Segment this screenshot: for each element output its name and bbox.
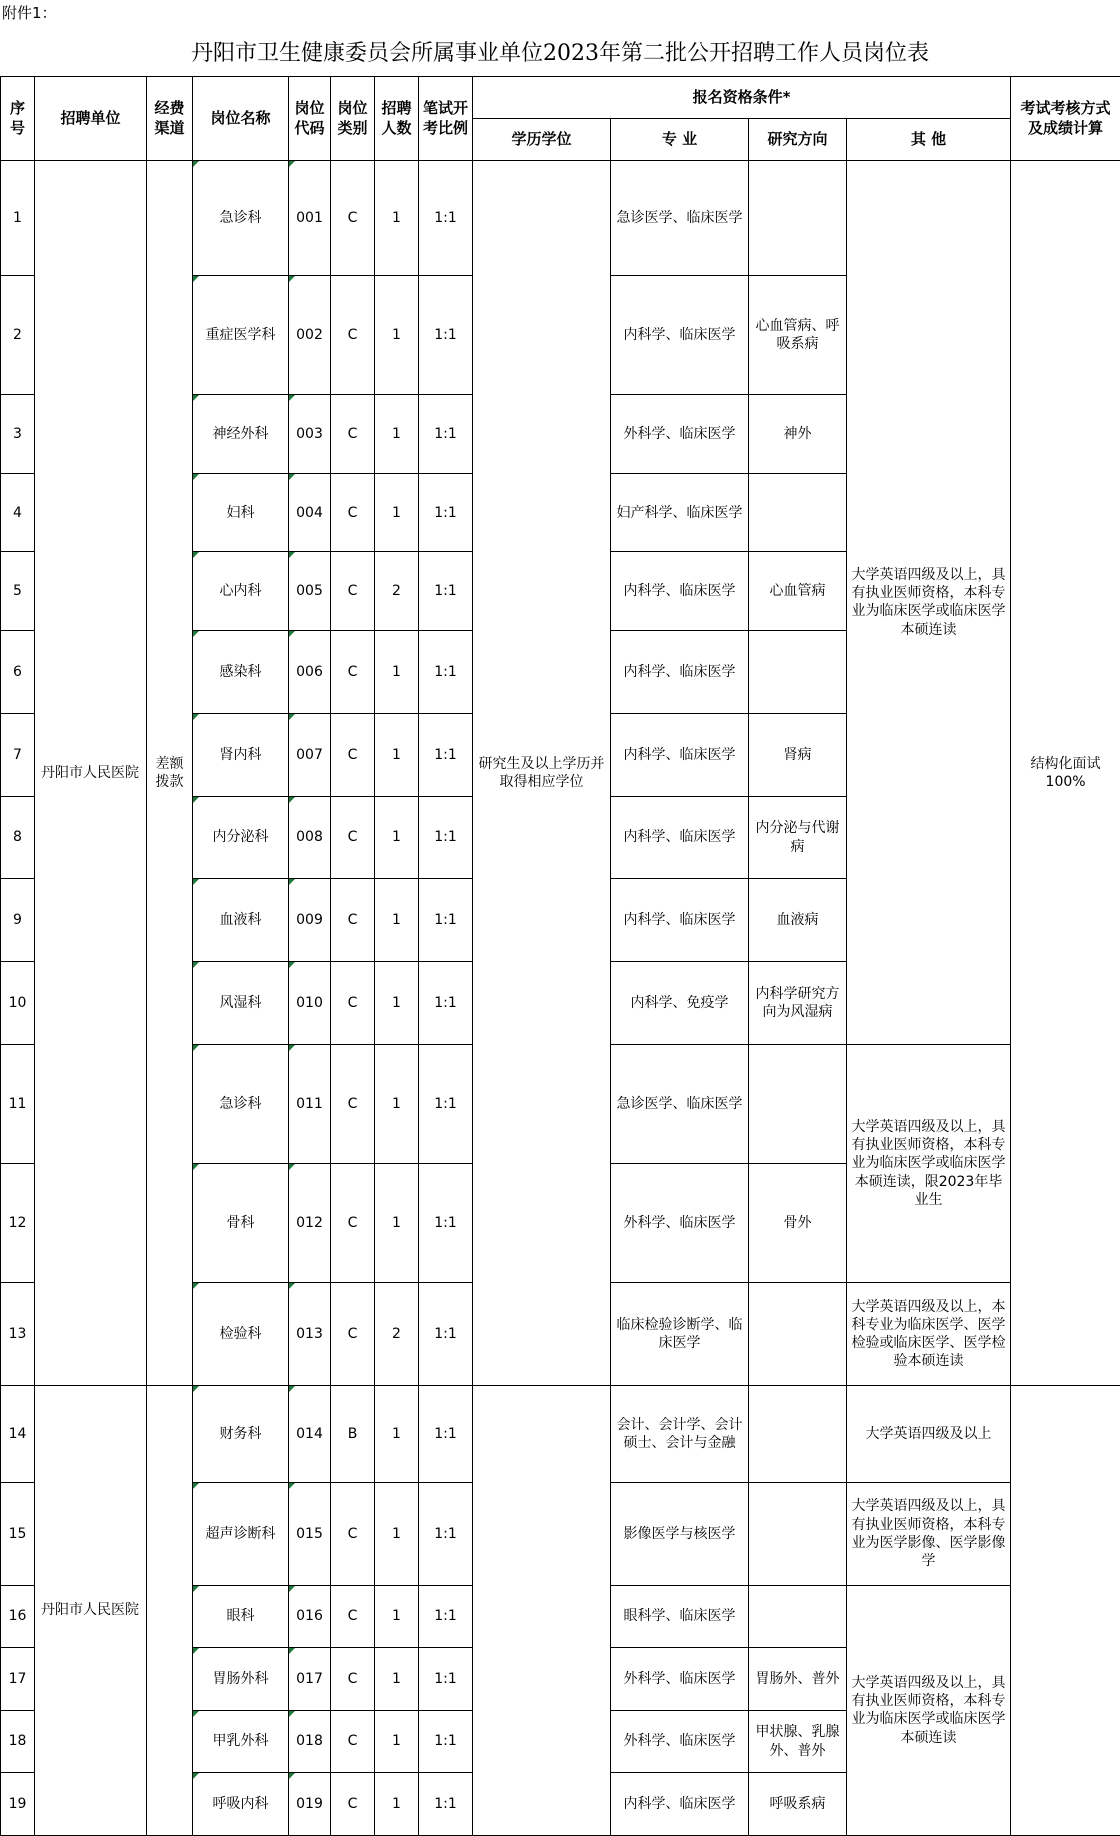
post-name-cell: 血液科: [193, 879, 289, 962]
post-name-cell: 内分泌科: [193, 796, 289, 879]
post-code-cell: 016: [289, 1585, 331, 1648]
seq-cell: 2: [1, 276, 35, 395]
research-cell: [749, 631, 847, 714]
major-cell: 眼科学、临床医学: [611, 1585, 749, 1648]
post-code-cell: 010: [289, 962, 331, 1045]
major-cell: 影像医学与核医学: [611, 1482, 749, 1585]
major-cell: 内科学、临床医学: [611, 1773, 749, 1836]
post-name-cell: 肾内科: [193, 713, 289, 796]
post-type-cell: C: [331, 161, 375, 276]
education-cell: 研究生及以上学历并取得相应学位: [473, 161, 611, 1386]
post-code-cell: 002: [289, 276, 331, 395]
header-seq: 序号: [1, 77, 35, 161]
header-funding: 经费渠道: [147, 77, 193, 161]
table-row: [1, 1385, 1120, 1482]
post-type-cell: C: [331, 1482, 375, 1585]
research-cell: 内科学研究方向为风湿病: [749, 962, 847, 1045]
funding-cell-empty: [147, 1385, 193, 1835]
seq-cell: 8: [1, 796, 35, 879]
post-code-cell: 006: [289, 631, 331, 714]
recruitment-table: [0, 76, 1120, 1836]
major-cell: 外科学、临床医学: [611, 1163, 749, 1282]
major-cell: 内科学、免疫学: [611, 962, 749, 1045]
funding-cell: 差额拨款: [147, 161, 193, 1386]
exam-cell-empty: [1011, 1385, 1120, 1835]
major-cell: 内科学、临床医学: [611, 552, 749, 631]
research-cell: [749, 161, 847, 276]
post-name-cell: 财务科: [193, 1385, 289, 1482]
seq-cell: 12: [1, 1163, 35, 1282]
post-type-cell: C: [331, 1773, 375, 1836]
count-cell: 1: [375, 1385, 419, 1482]
ratio-cell: 1:1: [419, 395, 473, 474]
post-name-cell: 感染科: [193, 631, 289, 714]
post-code-cell: 017: [289, 1648, 331, 1711]
post-code-cell: 008: [289, 796, 331, 879]
table-row: [1, 161, 1120, 276]
post-code-cell: 019: [289, 1773, 331, 1836]
ratio-cell: 1:1: [419, 1385, 473, 1482]
seq-cell: 10: [1, 962, 35, 1045]
research-cell: [749, 473, 847, 552]
post-name-cell: 急诊科: [193, 161, 289, 276]
post-name-cell: 风湿科: [193, 962, 289, 1045]
research-cell: 神外: [749, 395, 847, 474]
count-cell: 2: [375, 1282, 419, 1385]
major-cell: 内科学、临床医学: [611, 879, 749, 962]
header-major: 专 业: [611, 119, 749, 161]
seq-cell: 16: [1, 1585, 35, 1648]
post-name-cell: 骨科: [193, 1163, 289, 1282]
ratio-cell: 1:1: [419, 879, 473, 962]
other-cell: 大学英语四级及以上，本科专业为临床医学、医学检验或临床医学、医学检验本硕连读: [847, 1282, 1011, 1385]
attachment-label: 附件1：: [2, 4, 57, 22]
post-name-cell: 心内科: [193, 552, 289, 631]
post-code-cell: 013: [289, 1282, 331, 1385]
ratio-cell: 1:1: [419, 962, 473, 1045]
ratio-cell: 1:1: [419, 276, 473, 395]
research-cell: [749, 1585, 847, 1648]
research-cell: 内分泌与代谢病: [749, 796, 847, 879]
header-exam: 考试考核方式及成绩计算: [1011, 77, 1120, 161]
other-cell: 大学英语四级及以上，具有执业医师资格，本科专业为临床医学或临床医学本硕连读: [847, 161, 1011, 1045]
unit-cell: 丹阳市人民医院: [35, 1385, 147, 1835]
major-cell: 临床检验诊断学、临床医学: [611, 1282, 749, 1385]
ratio-cell: 1:1: [419, 1282, 473, 1385]
ratio-cell: 1:1: [419, 1773, 473, 1836]
post-type-cell: C: [331, 879, 375, 962]
major-cell: 外科学、临床医学: [611, 1648, 749, 1711]
post-code-cell: 011: [289, 1044, 331, 1163]
seq-cell: 17: [1, 1648, 35, 1711]
post-type-cell: B: [331, 1385, 375, 1482]
major-cell: 急诊医学、临床医学: [611, 161, 749, 276]
major-cell: 内科学、临床医学: [611, 631, 749, 714]
ratio-cell: 1:1: [419, 1648, 473, 1711]
count-cell: 1: [375, 1482, 419, 1585]
header-ratio: 笔试开考比例: [419, 77, 473, 161]
seq-cell: 5: [1, 552, 35, 631]
count-cell: 1: [375, 1648, 419, 1711]
post-code-cell: 014: [289, 1385, 331, 1482]
post-type-cell: C: [331, 552, 375, 631]
post-name-cell: 急诊科: [193, 1044, 289, 1163]
count-cell: 1: [375, 1710, 419, 1773]
unit-cell: 丹阳市人民医院: [35, 161, 147, 1386]
major-cell: 外科学、临床医学: [611, 395, 749, 474]
post-code-cell: 004: [289, 473, 331, 552]
count-cell: 1: [375, 1044, 419, 1163]
exam-cell: 结构化面试100%: [1011, 161, 1120, 1386]
post-type-cell: C: [331, 1710, 375, 1773]
research-cell: [749, 1385, 847, 1482]
header-post-name: 岗位名称: [193, 77, 289, 161]
seq-cell: 19: [1, 1773, 35, 1836]
major-cell: 会计、会计学、会计硕士、会计与金融: [611, 1385, 749, 1482]
post-code-cell: 001: [289, 161, 331, 276]
seq-cell: 4: [1, 473, 35, 552]
ratio-cell: 1:1: [419, 1044, 473, 1163]
post-code-cell: 018: [289, 1710, 331, 1773]
header-post-code: 岗位代码: [289, 77, 331, 161]
research-cell: [749, 1044, 847, 1163]
research-cell: [749, 1482, 847, 1585]
major-cell: 妇产科学、临床医学: [611, 473, 749, 552]
post-name-cell: 呼吸内科: [193, 1773, 289, 1836]
seq-cell: 18: [1, 1710, 35, 1773]
post-type-cell: C: [331, 796, 375, 879]
research-cell: 呼吸系病: [749, 1773, 847, 1836]
ratio-cell: 1:1: [419, 713, 473, 796]
count-cell: 1: [375, 713, 419, 796]
count-cell: 1: [375, 1773, 419, 1836]
post-name-cell: 眼科: [193, 1585, 289, 1648]
post-code-cell: 003: [289, 395, 331, 474]
seq-cell: 11: [1, 1044, 35, 1163]
count-cell: 1: [375, 631, 419, 714]
ratio-cell: 1:1: [419, 796, 473, 879]
ratio-cell: 1:1: [419, 552, 473, 631]
seq-cell: 15: [1, 1482, 35, 1585]
post-type-cell: C: [331, 1585, 375, 1648]
seq-cell: 3: [1, 395, 35, 474]
count-cell: 1: [375, 1163, 419, 1282]
research-cell: 骨外: [749, 1163, 847, 1282]
research-cell: 血液病: [749, 879, 847, 962]
education-cell-empty: [473, 1385, 611, 1835]
header-post-type: 岗位类别: [331, 77, 375, 161]
count-cell: 1: [375, 161, 419, 276]
seq-cell: 9: [1, 879, 35, 962]
ratio-cell: 1:1: [419, 473, 473, 552]
post-type-cell: C: [331, 631, 375, 714]
research-cell: 胃肠外、普外: [749, 1648, 847, 1711]
post-type-cell: C: [331, 1163, 375, 1282]
ratio-cell: 1:1: [419, 1482, 473, 1585]
post-type-cell: C: [331, 1282, 375, 1385]
other-cell: 大学英语四级及以上，具有执业医师资格，本科专业为临床医学或临床医学本硕连读，限2023年毕业生: [847, 1044, 1011, 1282]
other-cell: 大学英语四级及以上，具有执业医师资格，本科专业为医学影像、医学影像学: [847, 1482, 1011, 1585]
post-type-cell: C: [331, 713, 375, 796]
count-cell: 1: [375, 473, 419, 552]
post-code-cell: 015: [289, 1482, 331, 1585]
count-cell: 1: [375, 276, 419, 395]
count-cell: 2: [375, 552, 419, 631]
research-cell: 肾病: [749, 713, 847, 796]
major-cell: 内科学、临床医学: [611, 276, 749, 395]
ratio-cell: 1:1: [419, 1163, 473, 1282]
research-cell: 心血管病: [749, 552, 847, 631]
post-type-cell: C: [331, 1044, 375, 1163]
post-code-cell: 012: [289, 1163, 331, 1282]
research-cell: 甲状腺、乳腺外、普外: [749, 1710, 847, 1773]
major-cell: 内科学、临床医学: [611, 713, 749, 796]
header-requirements: 报名资格条件*: [473, 77, 1011, 119]
ratio-cell: 1:1: [419, 161, 473, 276]
other-cell: 大学英语四级及以上: [847, 1385, 1011, 1482]
ratio-cell: 1:1: [419, 1710, 473, 1773]
major-cell: 外科学、临床医学: [611, 1710, 749, 1773]
post-name-cell: 神经外科: [193, 395, 289, 474]
post-name-cell: 重症医学科: [193, 276, 289, 395]
table-body: [1, 161, 1120, 1836]
post-type-cell: C: [331, 395, 375, 474]
seq-cell: 13: [1, 1282, 35, 1385]
post-name-cell: 妇科: [193, 473, 289, 552]
major-cell: 急诊医学、临床医学: [611, 1044, 749, 1163]
count-cell: 1: [375, 1585, 419, 1648]
post-type-cell: C: [331, 1648, 375, 1711]
header-research: 研究方向: [749, 119, 847, 161]
count-cell: 1: [375, 395, 419, 474]
other-cell: 大学英语四级及以上，具有执业医师资格，本科专业为临床医学或临床医学本硕连读: [847, 1585, 1011, 1835]
count-cell: 1: [375, 879, 419, 962]
count-cell: 1: [375, 796, 419, 879]
post-code-cell: 007: [289, 713, 331, 796]
major-cell: 内科学、临床医学: [611, 796, 749, 879]
seq-cell: 1: [1, 161, 35, 276]
header-unit: 招聘单位: [35, 77, 147, 161]
ratio-cell: 1:1: [419, 631, 473, 714]
page-title: 丹阳市卫生健康委员会所属事业单位2023年第二批公开招聘工作人员岗位表: [191, 41, 929, 66]
ratio-cell: 1:1: [419, 1585, 473, 1648]
research-cell: [749, 1282, 847, 1385]
post-name-cell: 甲乳外科: [193, 1710, 289, 1773]
header-count: 招聘人数: [375, 77, 419, 161]
research-cell: 心血管病、呼吸系病: [749, 276, 847, 395]
post-type-cell: C: [331, 473, 375, 552]
post-name-cell: 胃肠外科: [193, 1648, 289, 1711]
post-name-cell: 超声诊断科: [193, 1482, 289, 1585]
header-other: 其 他: [847, 119, 1011, 161]
seq-cell: 7: [1, 713, 35, 796]
post-name-cell: 检验科: [193, 1282, 289, 1385]
post-type-cell: C: [331, 962, 375, 1045]
post-code-cell: 005: [289, 552, 331, 631]
post-code-cell: 009: [289, 879, 331, 962]
seq-cell: 6: [1, 631, 35, 714]
post-type-cell: C: [331, 276, 375, 395]
header-education: 学历学位: [473, 119, 611, 161]
seq-cell: 14: [1, 1385, 35, 1482]
count-cell: 1: [375, 962, 419, 1045]
